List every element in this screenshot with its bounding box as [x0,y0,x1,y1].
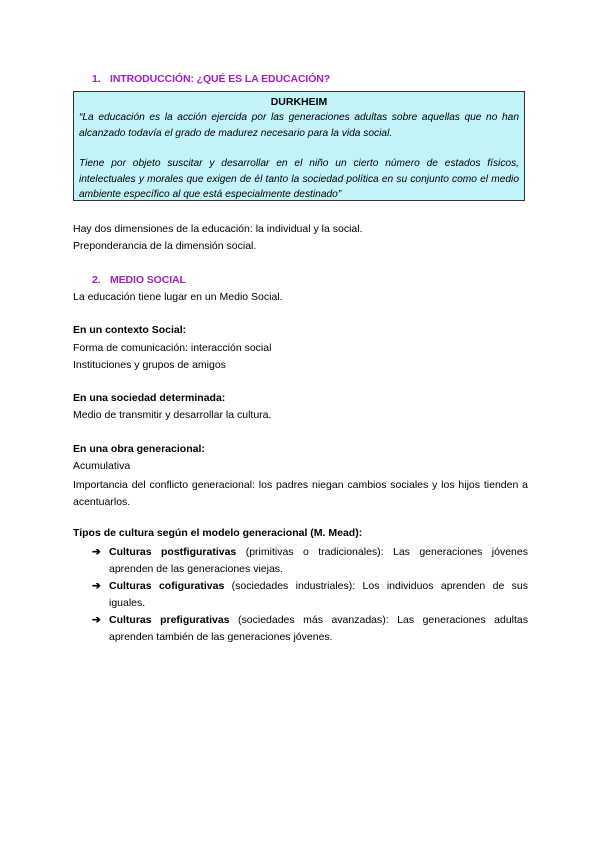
arrow-right-icon: ➔ [92,546,101,558]
list-item [92,612,528,646]
generacional-paragraph: Importancia del conflicto generacional: los padres niegan cambios sociales y los hijos tienden a acentuarlos. [73,479,528,508]
durkheim-quote-box [73,91,525,201]
quote-paragraph-1: “La educación es la acción ejercida por las generaciones adultas sobre aquellas que no han alcanzado todavía el grado de madurez necesario para la vida social. [79,112,519,139]
section-1-title: INTRODUCCIÓN: ¿QUÉ ES LA EDUCACIÓN? [110,73,331,85]
sociedad-line-1: Medio de transmitir y desarrollar la cultura. [73,409,272,421]
medio-intro: La educación tiene lugar en un Medio Social. [73,291,283,303]
generacional-heading: En una obra generacional: [73,443,205,455]
list-item-term: Culturas cofigurativas [109,580,225,592]
arrow-right-icon: ➔ [92,580,101,592]
section-1-number: 1. [92,73,101,85]
list-item-text: (primitivas o tradicionales): Las generaciones jóvenes aprenden de las generaciones viejas. [109,546,528,575]
tipos-heading: Tipos de cultura según el modelo generacional (M. Mead): [73,527,363,539]
contexto-heading: En un contexto Social: [73,324,187,336]
list-item-term: Culturas prefigurativas [109,614,230,626]
dimensions-line-2: Preponderancia de la dimensión social. [73,240,257,252]
section-1-heading [92,73,330,85]
generacional-line-1: Acumulativa [73,460,131,472]
section-2-number: 2. [92,274,101,286]
list-item [92,578,528,612]
quote-author: DURKHEIM [270,96,328,108]
section-2-title: MEDIO SOCIAL [110,274,186,286]
list-item-text: (sociedades industriales): Los individuos aprenden de sus iguales. [109,580,528,609]
section-2-heading [92,274,186,286]
dimensions-line-1: Hay dos dimensiones de la educación: la individual y la social. [73,223,363,235]
contexto-line-1: Forma de comunicación: interacción social [73,342,272,354]
list-item-text: (sociedades más avanzadas): Las generaciones adultas aprenden también de las generaciones jóvenes. [109,614,528,643]
sociedad-heading: En una sociedad determinada: [73,392,226,404]
contexto-line-2: Instituciones y grupos de amigos [73,359,226,371]
list-item [92,544,528,578]
arrow-right-icon: ➔ [92,614,101,626]
quote-paragraph-2: Tiene por objeto suscitar y desarrollar en el niño un cierto número de estados físicos, intelectuales y morales que exigen de él tanto la sociedad política en su conjunto como el medio ambiente específico al que está especialmente destinado” [79,158,519,200]
list-item-term: Culturas postfigurativas [109,546,237,558]
